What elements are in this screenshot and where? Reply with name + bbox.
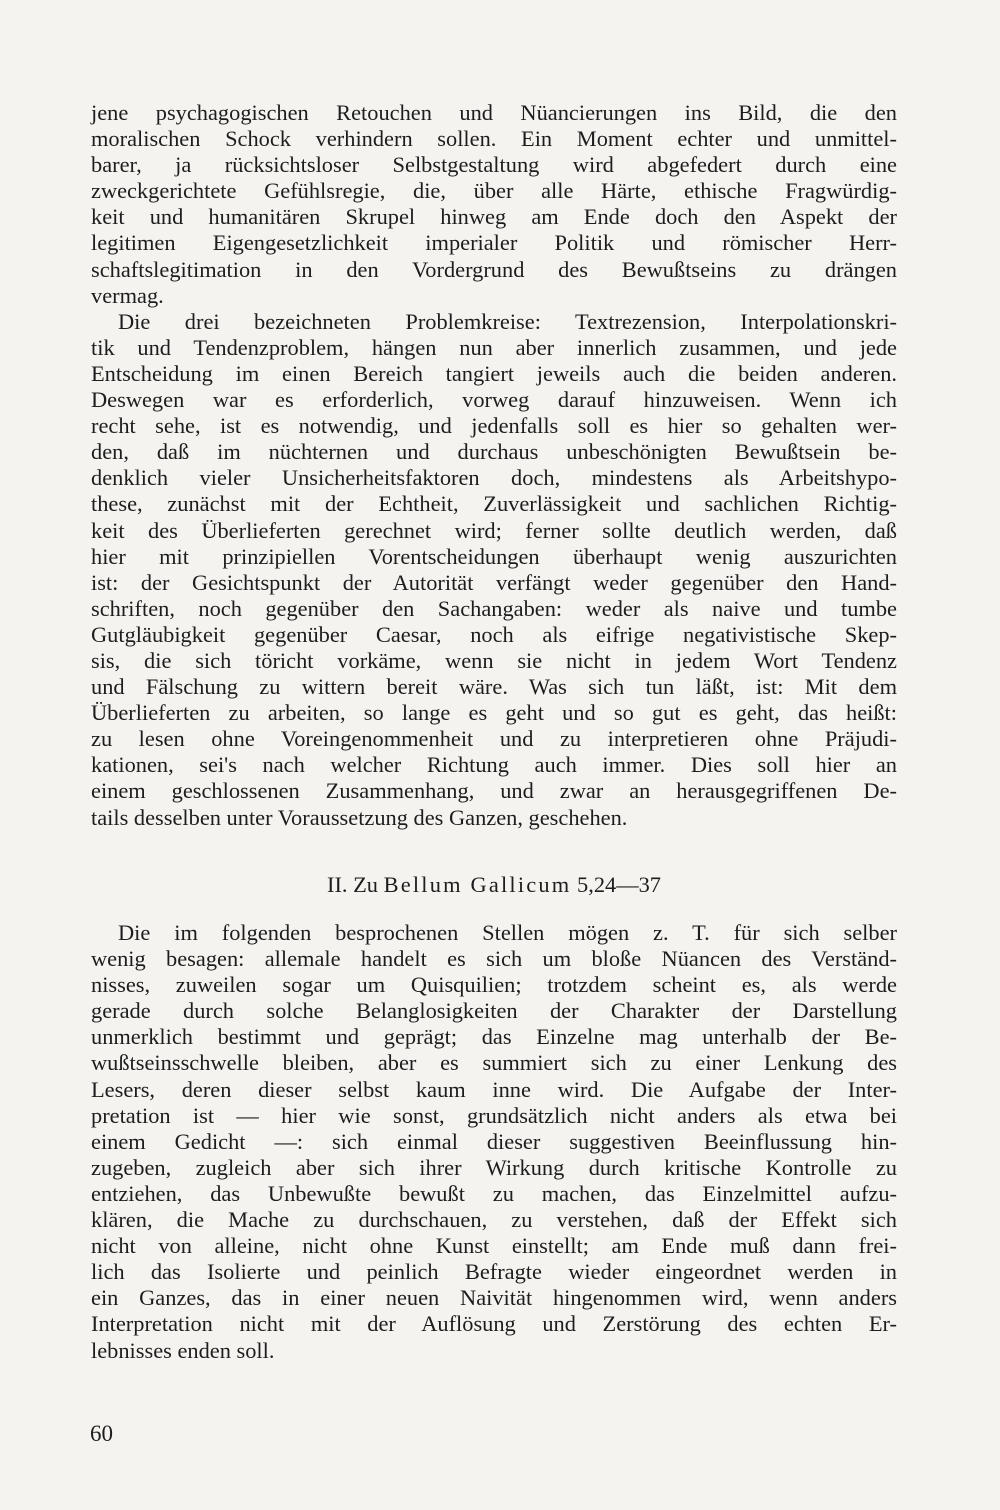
heading-reference: 5,24—37 xyxy=(577,872,661,897)
text-line: sis, die sich töricht vorkäme, wenn sie nicht in jedem Wort Tendenz xyxy=(91,647,897,673)
text-line: kationen, sei's nach welcher Richtung auch immer. Dies soll hier an xyxy=(91,752,897,778)
text-line: nisses, zuweilen sogar um Quisquilien; trotzdem scheint es, als werde xyxy=(91,972,897,998)
text-line: tik und Tendenzproblem, hängen nun aber innerlich zusammen, und jede xyxy=(91,334,897,360)
text-line: ist: der Gesichtspunkt der Autorität verfängt weder gegenüber den Hand- xyxy=(91,569,897,595)
paragraph-block-2 xyxy=(91,920,897,1364)
text-line: schriften, noch gegenüber den Sachangaben: weder als naive und tumbe xyxy=(91,595,897,621)
text-line: nicht von alleine, nicht ohne Kunst einstellt; am Ende muß dann frei- xyxy=(91,1233,897,1259)
text-line: den, daß im nüchternen und durchaus unbeschönigten Bewußtsein be- xyxy=(91,439,897,465)
text-line: unmerklich bestimmt und geprägt; das Einzelne mag unterhalb der Be- xyxy=(91,1024,897,1050)
text-line: zu lesen ohne Voreingenommenheit und zu interpretieren ohne Präjudi- xyxy=(91,726,897,752)
text-line: gerade durch solche Belanglosigkeiten der Charakter der Darstellung xyxy=(91,998,897,1024)
text-line: ein Ganzes, das in einer neuen Naivität hingenommen wird, wenn anders xyxy=(91,1285,897,1311)
text-line: Interpretation nicht mit der Auflösung und Zerstörung des echten Er- xyxy=(91,1311,897,1337)
text-line: legitimen Eigengesetzlichkeit imperialer Politik und römischer Herr- xyxy=(91,230,897,256)
section-heading xyxy=(91,871,897,899)
text-line: Die im folgenden besprochenen Stellen mögen z. T. für sich selber xyxy=(118,920,897,945)
text-line: denklich vieler Unsicherheitsfaktoren doch, mindestens als Arbeitshypo- xyxy=(91,465,897,491)
text-line: jene psychagogischen Retouchen und Nüancierungen ins Bild, die den xyxy=(91,100,897,125)
text-line: einem Gedicht —: sich einmal dieser suggestiven Beeinflussung hin- xyxy=(91,1128,897,1154)
paragraph-block-1 xyxy=(91,100,897,831)
text-line: recht sehe, ist es notwendig, und jedenfalls soll es hier so gehalten wer- xyxy=(91,413,897,439)
text-line: tails desselben unter Voraussetzung des Ganzen, geschehen. xyxy=(91,804,628,830)
text-line: hier mit prinzipiellen Vorentscheidungen überhaupt wenig auszurichten xyxy=(91,543,897,569)
text-line: lebnisses enden soll. xyxy=(91,1337,275,1363)
heading-prefix: II. Zu xyxy=(326,872,378,897)
text-line: Gutgläubigkeit gegenüber Caesar, noch als eifrige negativistische Skep- xyxy=(91,621,897,647)
text-line: Lesers, deren dieser selbst kaum inne wird. Die Aufgabe der Inter- xyxy=(91,1076,897,1102)
text-line: barer, ja rücksichtsloser Selbstgestaltung wird abgefedert durch eine xyxy=(91,152,897,178)
text-line: moralischen Schock verhindern sollen. Ein Moment echter und unmittel- xyxy=(91,126,897,152)
text-line: lich das Isolierte und peinlich Befragte wieder eingeordnet werden in xyxy=(91,1259,897,1285)
text-line: klären, die Mache zu durchschauen, zu verstehen, daß der Effekt sich xyxy=(91,1207,897,1233)
heading-title: Bellum Gallicum xyxy=(383,872,572,897)
text-line: vermag. xyxy=(91,282,164,308)
text-line: schaftslegitimation in den Vordergrund des Bewußtseins zu drängen xyxy=(91,256,897,282)
text-line: Deswegen war es erforderlich, vorweg darauf hinzuweisen. Wenn ich xyxy=(91,387,897,413)
text-line: zweckgerichtete Gefühlsregie, die, über alle Härte, ethische Fragwürdig- xyxy=(91,178,897,204)
text-line: Die drei bezeichneten Problemkreise: Textrezension, Interpolationskri- xyxy=(118,308,897,334)
text-line: einem geschlossenen Zusammenhang, und zwar an herausgegriffenen De- xyxy=(91,778,897,804)
text-line: keit des Überlieferten gerechnet wird; ferner sollte deutlich werden, daß xyxy=(91,517,897,543)
text-line: wußtseinsschwelle bleiben, aber es summiert sich zu einer Lenkung des xyxy=(91,1050,897,1076)
text-line: these, zunächst mit der Echtheit, Zuverlässigkeit und sachlichen Richtig- xyxy=(91,491,897,517)
text-line: Überlieferten zu arbeiten, so lange es geht und so gut es geht, das heißt: xyxy=(91,700,897,726)
text-line: keit und humanitären Skrupel hinweg am Ende doch den Aspekt der xyxy=(91,204,897,230)
text-line: wenig besagen: allemale handelt es sich um bloße Nüancen des Verständ- xyxy=(91,946,897,972)
text-line: Entscheidung im einen Bereich tangiert jeweils auch die beiden anderen. xyxy=(91,360,897,386)
text-line: entziehen, das Unbewußte bewußt zu machen, das Einzelmittel aufzu- xyxy=(91,1180,897,1206)
text-line: und Fälschung zu wittern bereit wäre. Was sich tun läßt, ist: Mit dem xyxy=(91,674,897,700)
text-line: zugeben, zugleich aber sich ihrer Wirkung durch kritische Kontrolle zu xyxy=(91,1154,897,1180)
text-line: pretation ist — hier wie sonst, grundsätzlich nicht anders als etwa bei xyxy=(91,1102,897,1128)
page-number: 60 xyxy=(90,1421,113,1446)
